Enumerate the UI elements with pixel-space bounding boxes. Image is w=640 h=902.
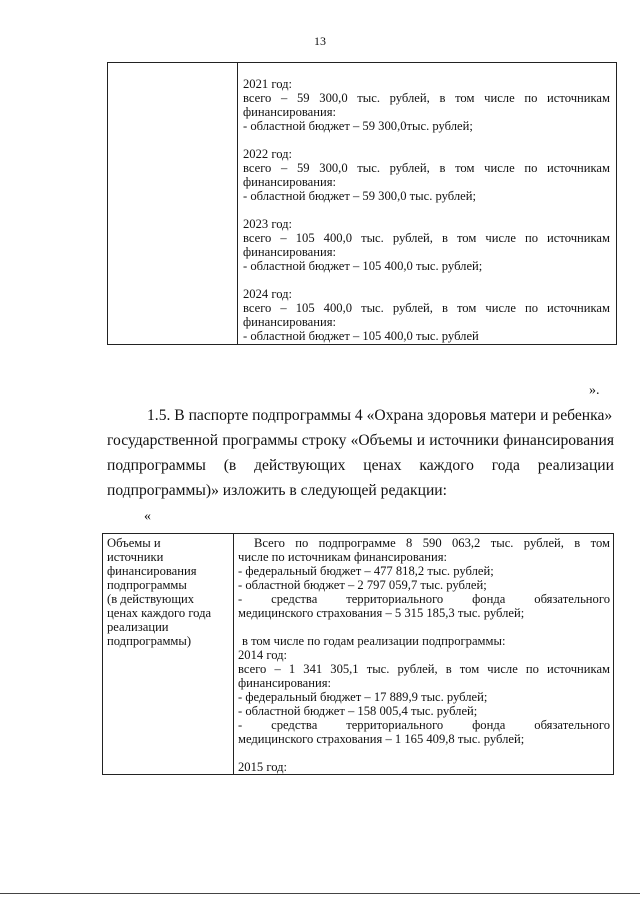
- fund-line: - средства территориального фонда обязательного: [238, 592, 610, 606]
- empty-label-cell: [108, 63, 238, 345]
- total-line-cont: числе по источникам финансирования:: [238, 550, 447, 564]
- by-years-line: в том числе по годам реализации подпрограммы:: [242, 634, 506, 648]
- year-heading: 2023 год:: [243, 217, 293, 231]
- label-line: подпрограммы: [107, 578, 187, 592]
- year-block-2024: [243, 287, 610, 343]
- source-line: - областной бюджет – 105 400,0 тыс. рублей;: [243, 259, 483, 273]
- year-block-2021: [243, 77, 610, 133]
- year-total-cont: финансирования:: [243, 245, 337, 259]
- year-total: всего – 105 400,0 тыс. рублей, в том числе по источникам: [243, 301, 610, 315]
- paragraph-line: подпрограммы (в действующих ценах каждого года реализации: [107, 457, 614, 474]
- year-total-cont: финансирования:: [238, 676, 332, 690]
- year-total: всего – 105 400,0 тыс. рублей, в том числе по источникам: [243, 231, 610, 245]
- page-number: 13: [314, 34, 326, 48]
- paragraph-line: государственной программы строку «Объемы и источники финансирования: [107, 432, 614, 449]
- paragraph-line: 1.5. В паспорте подпрограммы 4 «Охрана здоровья матери и ребенка»: [147, 407, 613, 424]
- amendment-paragraph: [107, 403, 614, 503]
- funding-table-continued: [107, 62, 617, 345]
- year-heading-2014: 2014 год:: [238, 648, 288, 662]
- closing-quote: ».: [589, 383, 600, 398]
- funding-values-cell: [234, 534, 614, 775]
- year-block-2022: [243, 147, 610, 203]
- label-line: подпрограммы): [107, 634, 192, 648]
- label-line: Объемы и: [107, 536, 161, 550]
- source-line: - областной бюджет – 59 300,0тыс. рублей;: [243, 119, 473, 133]
- source-line: - областной бюджет – 59 300,0 тыс. рублей;: [243, 189, 476, 203]
- year-total: всего – 1 341 305,1 тыс. рублей, в том числе по источникам: [238, 662, 610, 676]
- year-heading: 2022 год:: [243, 147, 293, 161]
- fund-line-cont: медицинского страхования – 1 165 409,8 тыс. рублей;: [238, 732, 525, 746]
- source-line: - федеральный бюджет – 477 818,2 тыс. рублей;: [238, 564, 494, 578]
- year-total-cont: финансирования:: [243, 315, 337, 329]
- label-line: финансирования: [107, 564, 197, 578]
- year-total: всего – 59 300,0 тыс. рублей, в том числе по источникам: [243, 91, 610, 105]
- source-line: - федеральный бюджет – 17 889,9 тыс. рублей;: [238, 690, 488, 704]
- opening-quote: «: [144, 509, 151, 524]
- source-line: - областной бюджет – 158 005,4 тыс. рублей;: [238, 704, 478, 718]
- source-line: - областной бюджет – 105 400,0 тыс. рублей: [243, 329, 479, 343]
- year-total-cont: финансирования:: [243, 105, 337, 119]
- label-cell: [103, 534, 234, 775]
- year-block-2023: [243, 217, 610, 273]
- year-heading-2015: 2015 год:: [238, 760, 288, 774]
- label-line: источники: [107, 550, 164, 564]
- label-line: реализации: [107, 620, 169, 634]
- total-line: Всего по подпрограмме 8 590 063,2 тыс. рублей, в том: [254, 536, 610, 550]
- source-line: - областной бюджет – 2 797 059,7 тыс. рублей;: [238, 578, 487, 592]
- label-line: ценах каждого года: [107, 606, 212, 620]
- funding-table-subprogram-4: [102, 533, 614, 775]
- year-total: всего – 59 300,0 тыс. рублей, в том числе по источникам: [243, 161, 610, 175]
- label-line: (в действующих: [107, 592, 195, 606]
- year-heading: 2021 год:: [243, 77, 293, 91]
- fund-line: - средства территориального фонда обязательного: [238, 718, 610, 732]
- funding-years-cell: [238, 63, 617, 345]
- year-total-cont: финансирования:: [243, 175, 337, 189]
- paragraph-line: подпрограммы)» изложить в следующей редакции:: [107, 482, 447, 499]
- year-heading: 2024 год:: [243, 287, 293, 301]
- fund-line-cont: медицинского страхования – 5 315 185,3 тыс. рублей;: [238, 606, 525, 620]
- footer-rule: [0, 893, 640, 894]
